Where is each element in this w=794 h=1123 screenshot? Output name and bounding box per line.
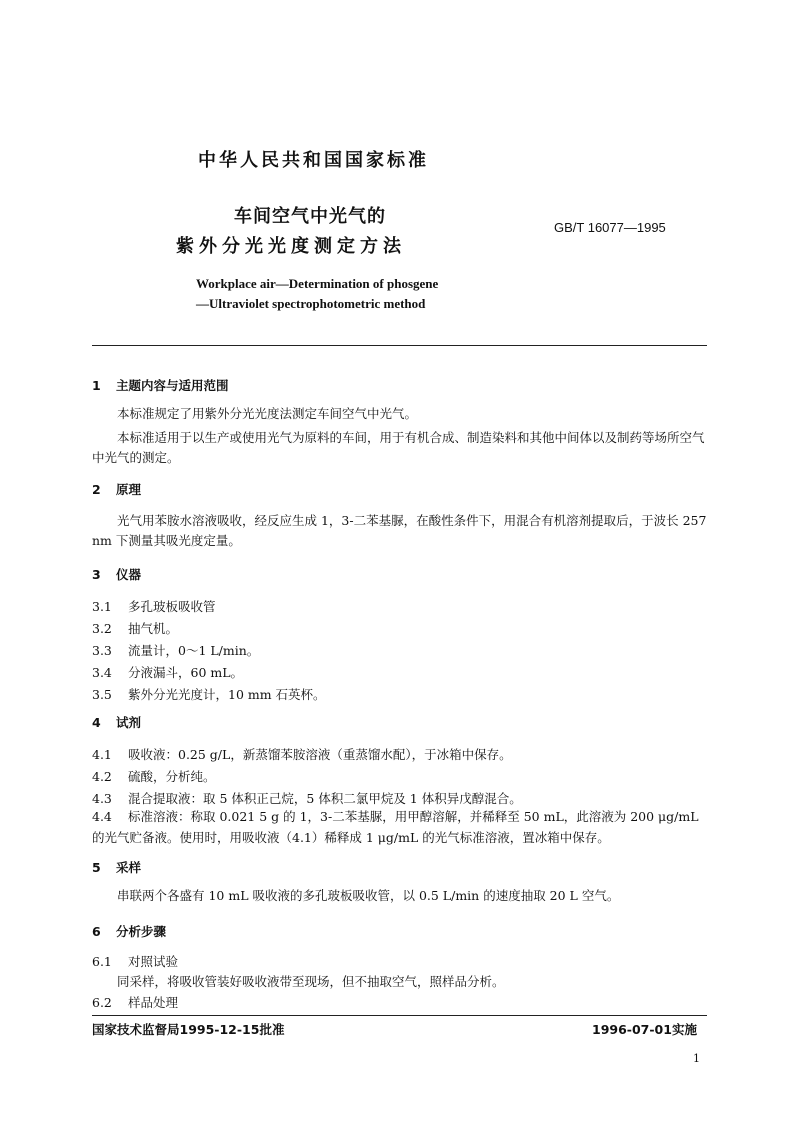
approval-date: 国家技术监督局1995-12-15批准 <box>92 1022 285 1037</box>
section-1-heading <box>92 376 229 394</box>
item-text: 紫外分光光度计，10 mm 石英杯。 <box>128 687 326 702</box>
section-title: 仪器 <box>116 567 142 582</box>
page-number: 1 <box>693 1052 700 1065</box>
english-title-line-2: —Ultraviolet spectrophotometric method <box>196 296 426 311</box>
item-number: 3.4 <box>92 665 112 680</box>
list-item <box>92 685 326 703</box>
effective-date: 1996-07-01实施 <box>592 1022 697 1037</box>
list-item <box>92 619 178 637</box>
item-number: 4.2 <box>92 769 112 784</box>
item-number: 4.3 <box>92 791 112 806</box>
section-number: 1 <box>92 378 101 393</box>
item-number: 4.4 <box>92 809 112 824</box>
list-item <box>92 807 699 825</box>
list-item <box>92 789 522 807</box>
section-1-paragraph-2: 本标准适用于以生产或使用光气为原料的车间，用于有机合成、制造染料和其他中间体以及制药等场所空气中光气的测定。 <box>92 430 705 465</box>
item-number: 3.1 <box>92 599 112 614</box>
title-line-2: 紫外分光光度测定方法 <box>176 236 406 257</box>
subsection-6-2-heading <box>92 993 178 1011</box>
item-text: 流量计，0～1 L/min。 <box>128 643 260 658</box>
item-text: 多孔玻板吸收管 <box>128 599 216 614</box>
section-title: 分析步骤 <box>116 924 167 939</box>
item-text: 样品处理 <box>128 995 179 1010</box>
section-number: 4 <box>92 715 101 730</box>
item-text: 标准溶液：称取 0.021 5 g 的 1，3-二苯基脲，用甲醇溶解，并稀释至 50 mL，此溶液为 200 μg/mL <box>128 809 699 824</box>
section-title: 原理 <box>116 482 142 497</box>
section-title: 试剂 <box>116 715 142 730</box>
item-number: 3.2 <box>92 621 112 636</box>
header-divider <box>92 345 707 346</box>
item-number: 3.3 <box>92 643 112 658</box>
item-number: 3.5 <box>92 687 112 702</box>
section-title: 主题内容与适用范围 <box>116 378 229 393</box>
section-2-paragraph-1: 光气用苯胺水溶液吸收，经反应生成 1，3-二苯基脲，在酸性条件下，用混合有机溶剂提取后，于波长 257 nm 下测量其吸光度定量。 <box>92 513 707 548</box>
item-number: 6.2 <box>92 995 112 1010</box>
item-text: 对照试验 <box>128 954 179 969</box>
list-item-continuation: 的光气贮备液。使用时，用吸收液（4.1）稀释成 1 μg/mL 的光气标准溶液，置冰箱中保存。 <box>92 830 610 845</box>
item-text: 吸收液：0.25 g/L，新蒸馏苯胺溶液（重蒸馏水配），于冰箱中保存。 <box>128 747 512 762</box>
list-item <box>92 597 216 615</box>
item-number: 6.1 <box>92 954 112 969</box>
document-org: 中华人民共和国国家标准 <box>198 150 429 171</box>
item-text: 抽气机。 <box>128 621 179 636</box>
section-1-paragraph-1: 本标准规定了用紫外分光光度法测定车间空气中光气。 <box>117 406 418 421</box>
section-number: 3 <box>92 567 101 582</box>
section-number: 6 <box>92 924 101 939</box>
english-title-line-1: Workplace air—Determination of phosgene <box>196 276 439 291</box>
title-line-1: 车间空气中光气的 <box>234 206 386 227</box>
subsection-6-1-heading <box>92 952 178 970</box>
footer-divider <box>92 1015 707 1016</box>
section-2-heading <box>92 480 141 498</box>
section-6-heading <box>92 922 166 940</box>
standard-code: GB/T 16077—1995 <box>554 220 666 235</box>
section-number: 5 <box>92 860 101 875</box>
item-text: 分液漏斗，60 mL。 <box>128 665 244 680</box>
section-3-heading <box>92 565 141 583</box>
list-item <box>92 663 243 681</box>
list-item <box>92 641 259 659</box>
item-number: 4.1 <box>92 747 112 762</box>
section-number: 2 <box>92 482 101 497</box>
item-text: 硫酸，分析纯。 <box>128 769 216 784</box>
section-4-heading <box>92 713 141 731</box>
section-5-paragraph-1: 串联两个各盛有 10 mL 吸收液的多孔玻板吸收管，以 0.5 L/min 的速度抽取 20 L 空气。 <box>117 888 620 903</box>
list-item <box>92 745 512 763</box>
section-5-heading <box>92 858 141 876</box>
subsection-6-1-text: 同采样，将吸收管装好吸收液带至现场，但不抽取空气，照样品分析。 <box>117 974 505 989</box>
list-item <box>92 767 216 785</box>
item-text: 混合提取液：取 5 体积正己烷，5 体积二氯甲烷及 1 体积异戊醇混合。 <box>128 791 522 806</box>
section-title: 采样 <box>116 860 142 875</box>
